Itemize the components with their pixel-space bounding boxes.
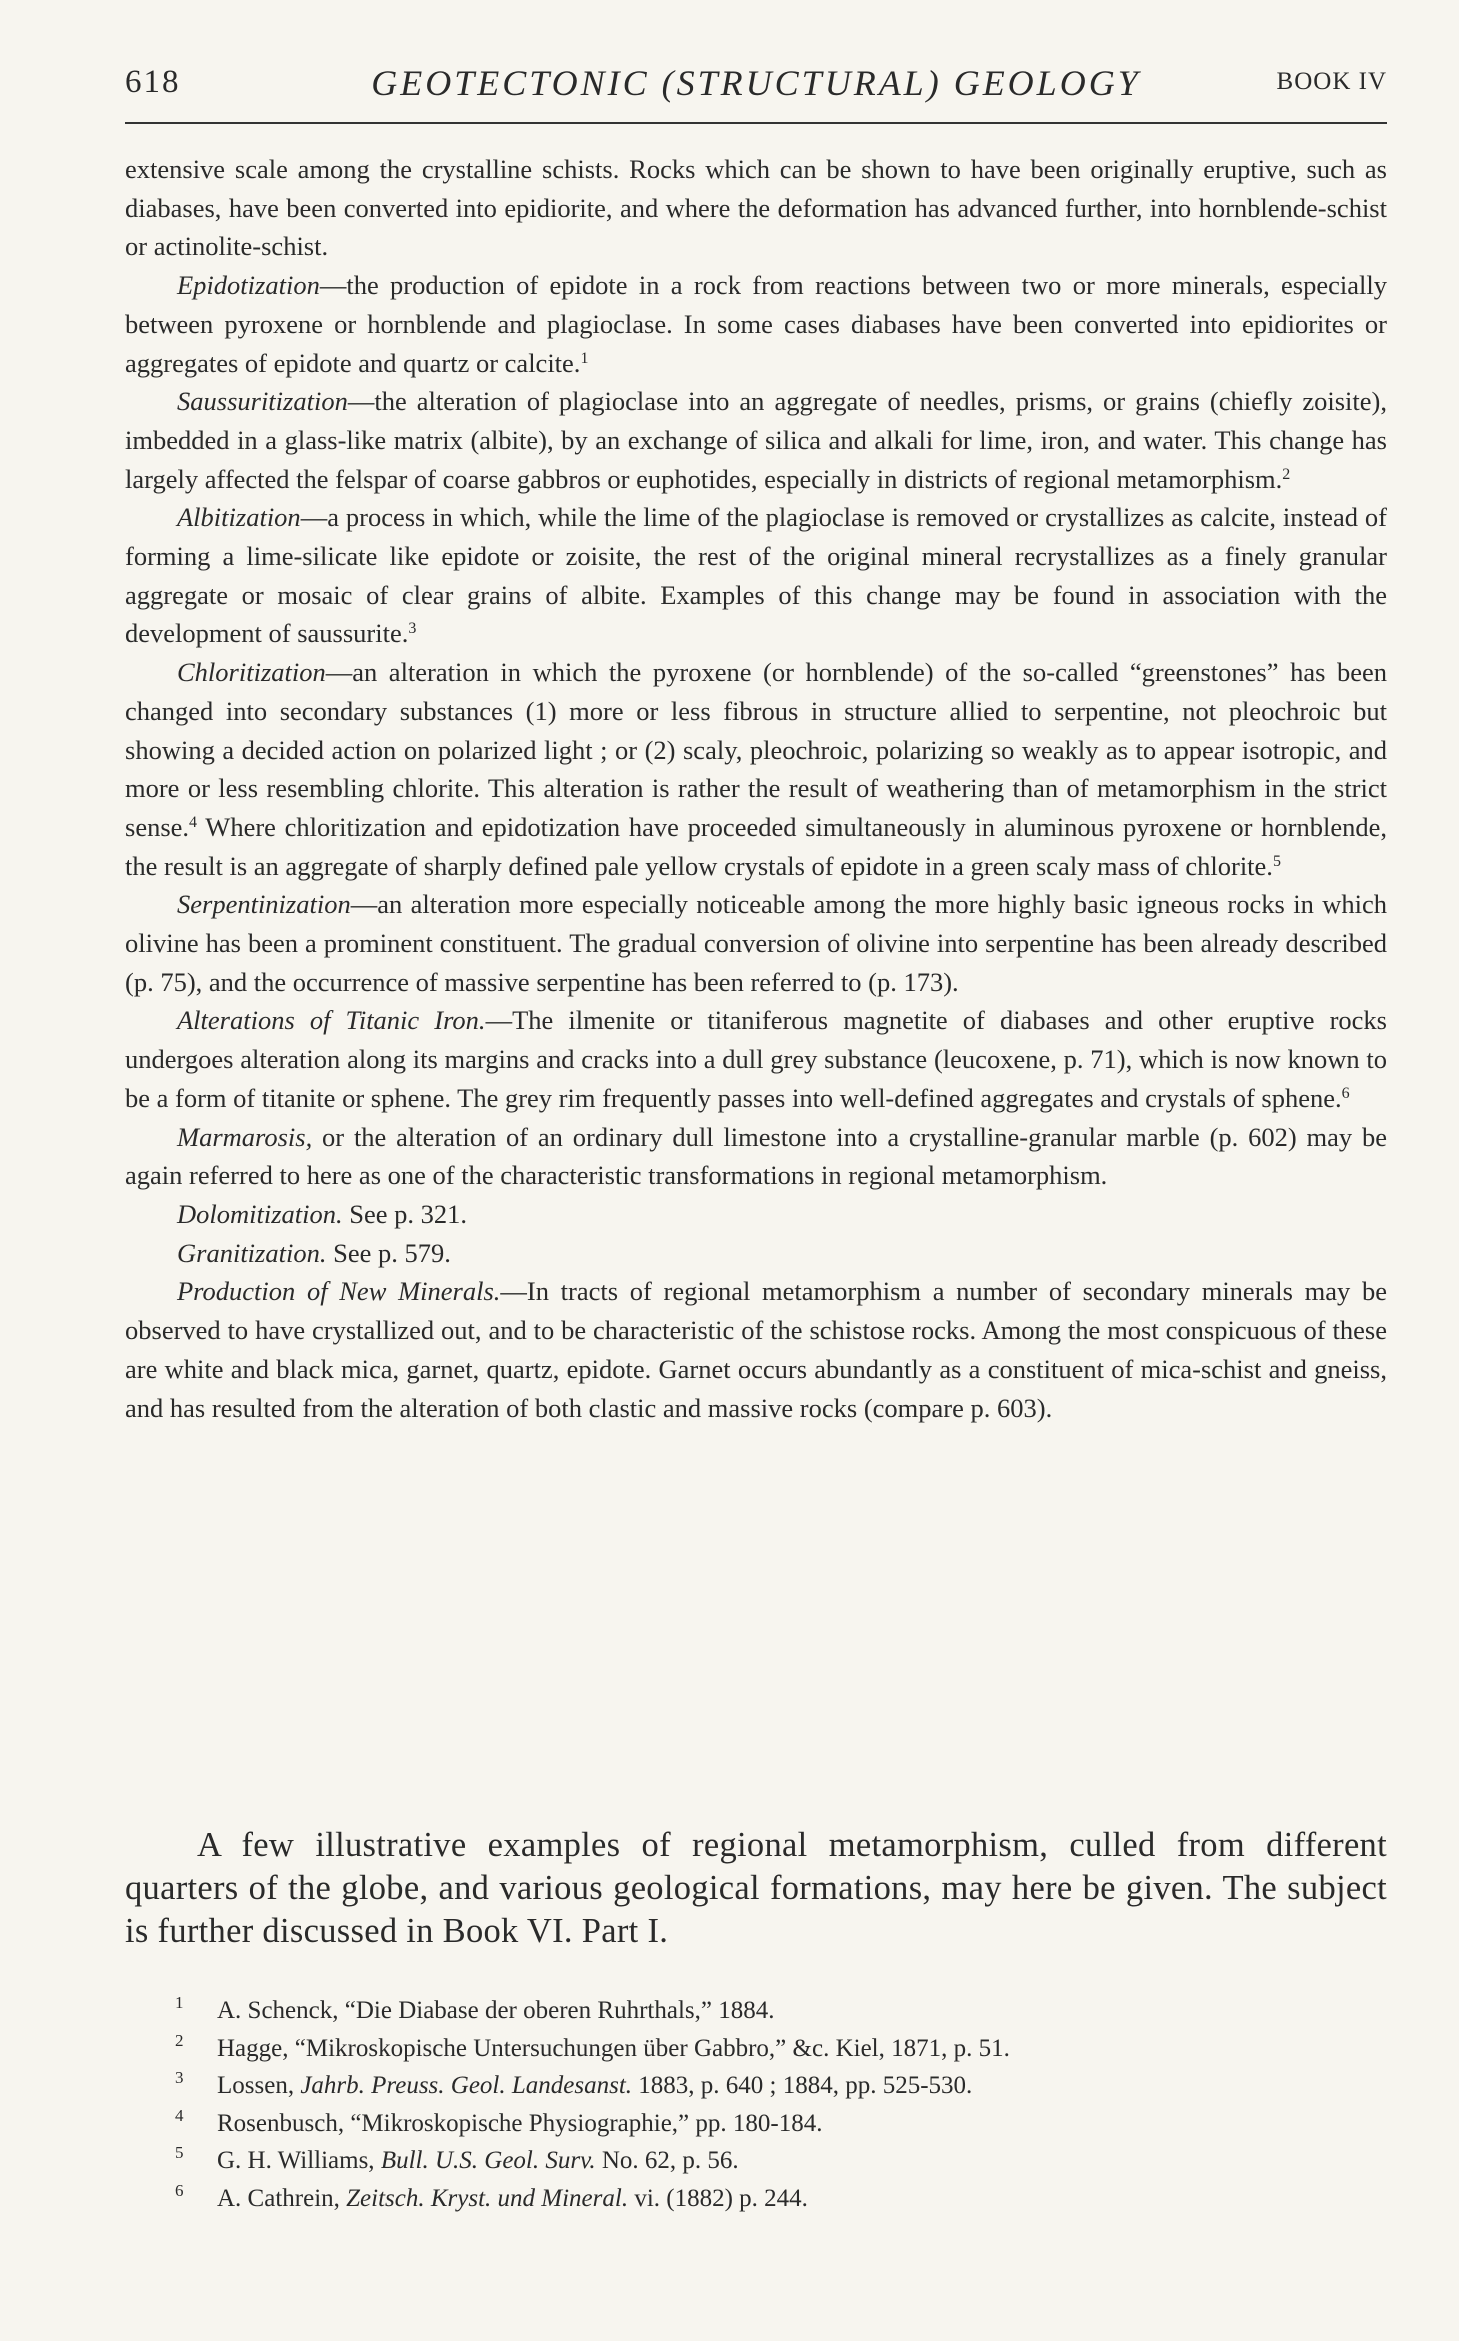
paragraph-text: —the alteration of plagioclase into an aggregate of needles, prisms, or grains (chiefly zoisite), imbedded in a glass-like matrix (albite), by an exchange of silica and alkali for lime, iron, and water. This change has largely affected the felspar of coarse gabbros or euphotides, especially in districts of regional metamorphism. (125, 386, 1387, 494)
footnote (175, 2105, 1375, 2143)
term: Serpentinization (177, 889, 351, 920)
footnote-ref: 4 (189, 813, 198, 831)
paragraph (125, 1118, 1387, 1195)
paragraph-text: See p. 579. (326, 1237, 451, 1268)
paragraph (125, 885, 1387, 1001)
footnote (175, 2142, 1375, 2180)
footnote-text: Hagge, “Mikroskopische Untersuchungen über Gabbro,” &c. Kiel, 1871, p. 51. (217, 2034, 1010, 2062)
footnote-ref: 6 (1341, 1084, 1350, 1102)
paragraph (125, 150, 1387, 266)
paragraph (125, 382, 1387, 498)
footnote-number: 4 (175, 2105, 184, 2125)
term: Marmarosis, (177, 1121, 313, 1152)
term: Dolomitization. (177, 1198, 343, 1229)
footnote-text: Rosenbusch, “Mikroskopische Physiographie,” pp. 180-184. (217, 2109, 823, 2137)
paragraph (125, 1234, 1387, 1273)
term: Alterations of Titanic Iron. (177, 1005, 486, 1036)
footnote-text: A. Schenck, “Die Diabase der oberen Ruhrthals,” 1884. (217, 1997, 775, 2024)
footnote (175, 1992, 1375, 2030)
header-rule (125, 122, 1387, 124)
paragraph (125, 266, 1387, 382)
paragraph-text: extensive scale among the crystalline schists. Rocks which can be shown to have been originally eruptive, such as diabases, have been converted into epidiorite, and where the deformation has advanced further, into hornblende-schist or actinolite-schist. (125, 154, 1387, 262)
summary-block (125, 1824, 1387, 1953)
footnote (175, 2067, 1375, 2105)
summary-text: A few illustrative examples of regional metamorphism, culled from different quarters of the globe, and various geological formations, may here be given. The subject is further discussed in Book VI. Part I. (125, 1826, 1387, 1950)
paragraph-text: or the alteration of an ordinary dull limestone into a crystalline-granular marble (p. 602) may be again referred to here as one of the characteristic transformations in regional metamorphism. (125, 1121, 1387, 1191)
paragraph-text: —The ilmenite or titaniferous magnetite of diabases and other eruptive rocks undergoes alteration along its margins and cracks into a dull grey substance (leucoxene, p. 71), which is now known to be a form of titanite or sphene. The grey rim frequently passes into well-defined aggregates and crystals of sphene. (125, 1005, 1387, 1113)
footnote-ref: 5 (1272, 852, 1281, 870)
footnote-ref: 1 (580, 349, 589, 367)
footnote-ref: 2 (1282, 465, 1291, 483)
footnote (175, 2030, 1375, 2068)
footnote-ref: 3 (408, 620, 417, 638)
term: Albitization (177, 502, 301, 533)
paragraph-text: —a process in which, while the lime of the plagioclase is removed or crystallizes as calcite, instead of forming a lime-silicate like epidote or zoisite, the rest of the original mineral recrystallizes as a finely granular aggregate or mosaic of clear grains of albite. Examples of this change may be found in association with the development of saussurite. (125, 502, 1387, 649)
running-header (125, 58, 1387, 108)
paragraph (125, 1001, 1387, 1117)
term: Saussuritization (177, 386, 348, 417)
running-title: GEOTECTONIC (STRUCTURAL) GEOLOGY (371, 63, 1141, 103)
footnote-number: 1 (175, 1993, 184, 2012)
paragraph-text: —an alteration more especially noticeable among the more highly basic igneous rocks in which olivine has been a prominent constituent. The gradual conversion of olivine into serpentine has been already described (p. 75), and the occurrence of massive serpentine has been referred to (p. 173). (125, 889, 1387, 997)
footnotes (175, 1992, 1375, 2217)
paragraph-text: —In tracts of regional metamorphism a number of secondary minerals may be observed to have crystallized out, and to be characteristic of the schistose rocks. Among the most conspicuous of these are white and black mica, garnet, quartz, epidote. Garnet occurs abundantly as a constituent of mica-schist and gneiss, and has resulted from the alteration of both clastic and massive rocks (compare p. 603). (125, 1276, 1387, 1423)
footnote-text: Lossen, Jahrb. Preuss. Geol. Landesanst. 1883, p. 640 ; 1884, pp. 525-530. (217, 2072, 973, 2099)
paragraph (125, 1272, 1387, 1427)
term: Granitization. (177, 1237, 327, 1268)
paragraph-text: —an alteration in which the pyroxene (or hornblende) of the so-called “greenstones” has been changed into secondary substances (1) more or less fibrous in structure allied to serpentine, not pleochroic but showing a decided action on polarized light ; or (2) scaly, pleochroic, polarizing so weakly as to appear isotropic, and more or less resembling chlorite. This alteration is rather the result of weathering than of metamorphism in the strict sense. (125, 657, 1387, 842)
paragraph-text: —the production of epidote in a rock from reactions between two or more minerals, especially between pyroxene or hornblende and plagioclase. In some cases diabases have been converted into epidiorites or aggregates of epidote and quartz or calcite. (125, 270, 1387, 378)
paragraph-text: Where chloritization and epidotization have proceeded simultaneously in aluminous pyroxene or hornblende, the result is an aggregate of sharply defined pale yellow crystals of epidote in a green scaly mass of chlorite. (125, 811, 1387, 881)
page-number: 618 (125, 64, 181, 100)
term: Chloritization (177, 657, 326, 688)
paragraph (125, 653, 1387, 885)
footnote-number: 6 (175, 2180, 184, 2200)
footnote-number: 3 (175, 2068, 184, 2087)
footnote-text: A. Cathrein, Zeitsch. Kryst. und Mineral. vi. (1882) p. 244. (217, 2184, 808, 2212)
paragraph (125, 1195, 1387, 1234)
footnote-number: 2 (175, 2030, 184, 2050)
book-number: BOOK IV (1276, 68, 1387, 95)
term: Production of New Minerals. (177, 1276, 501, 1307)
footnote-text: G. H. Williams, Bull. U.S. Geol. Surv. No. 62, p. 56. (217, 2147, 739, 2174)
footnote (175, 2180, 1375, 2218)
paragraph (125, 498, 1387, 653)
body-text (125, 150, 1387, 1427)
term: Epidotization (177, 270, 320, 301)
paragraph-text: See p. 321. (342, 1198, 468, 1229)
footnote-number: 5 (175, 2143, 184, 2162)
